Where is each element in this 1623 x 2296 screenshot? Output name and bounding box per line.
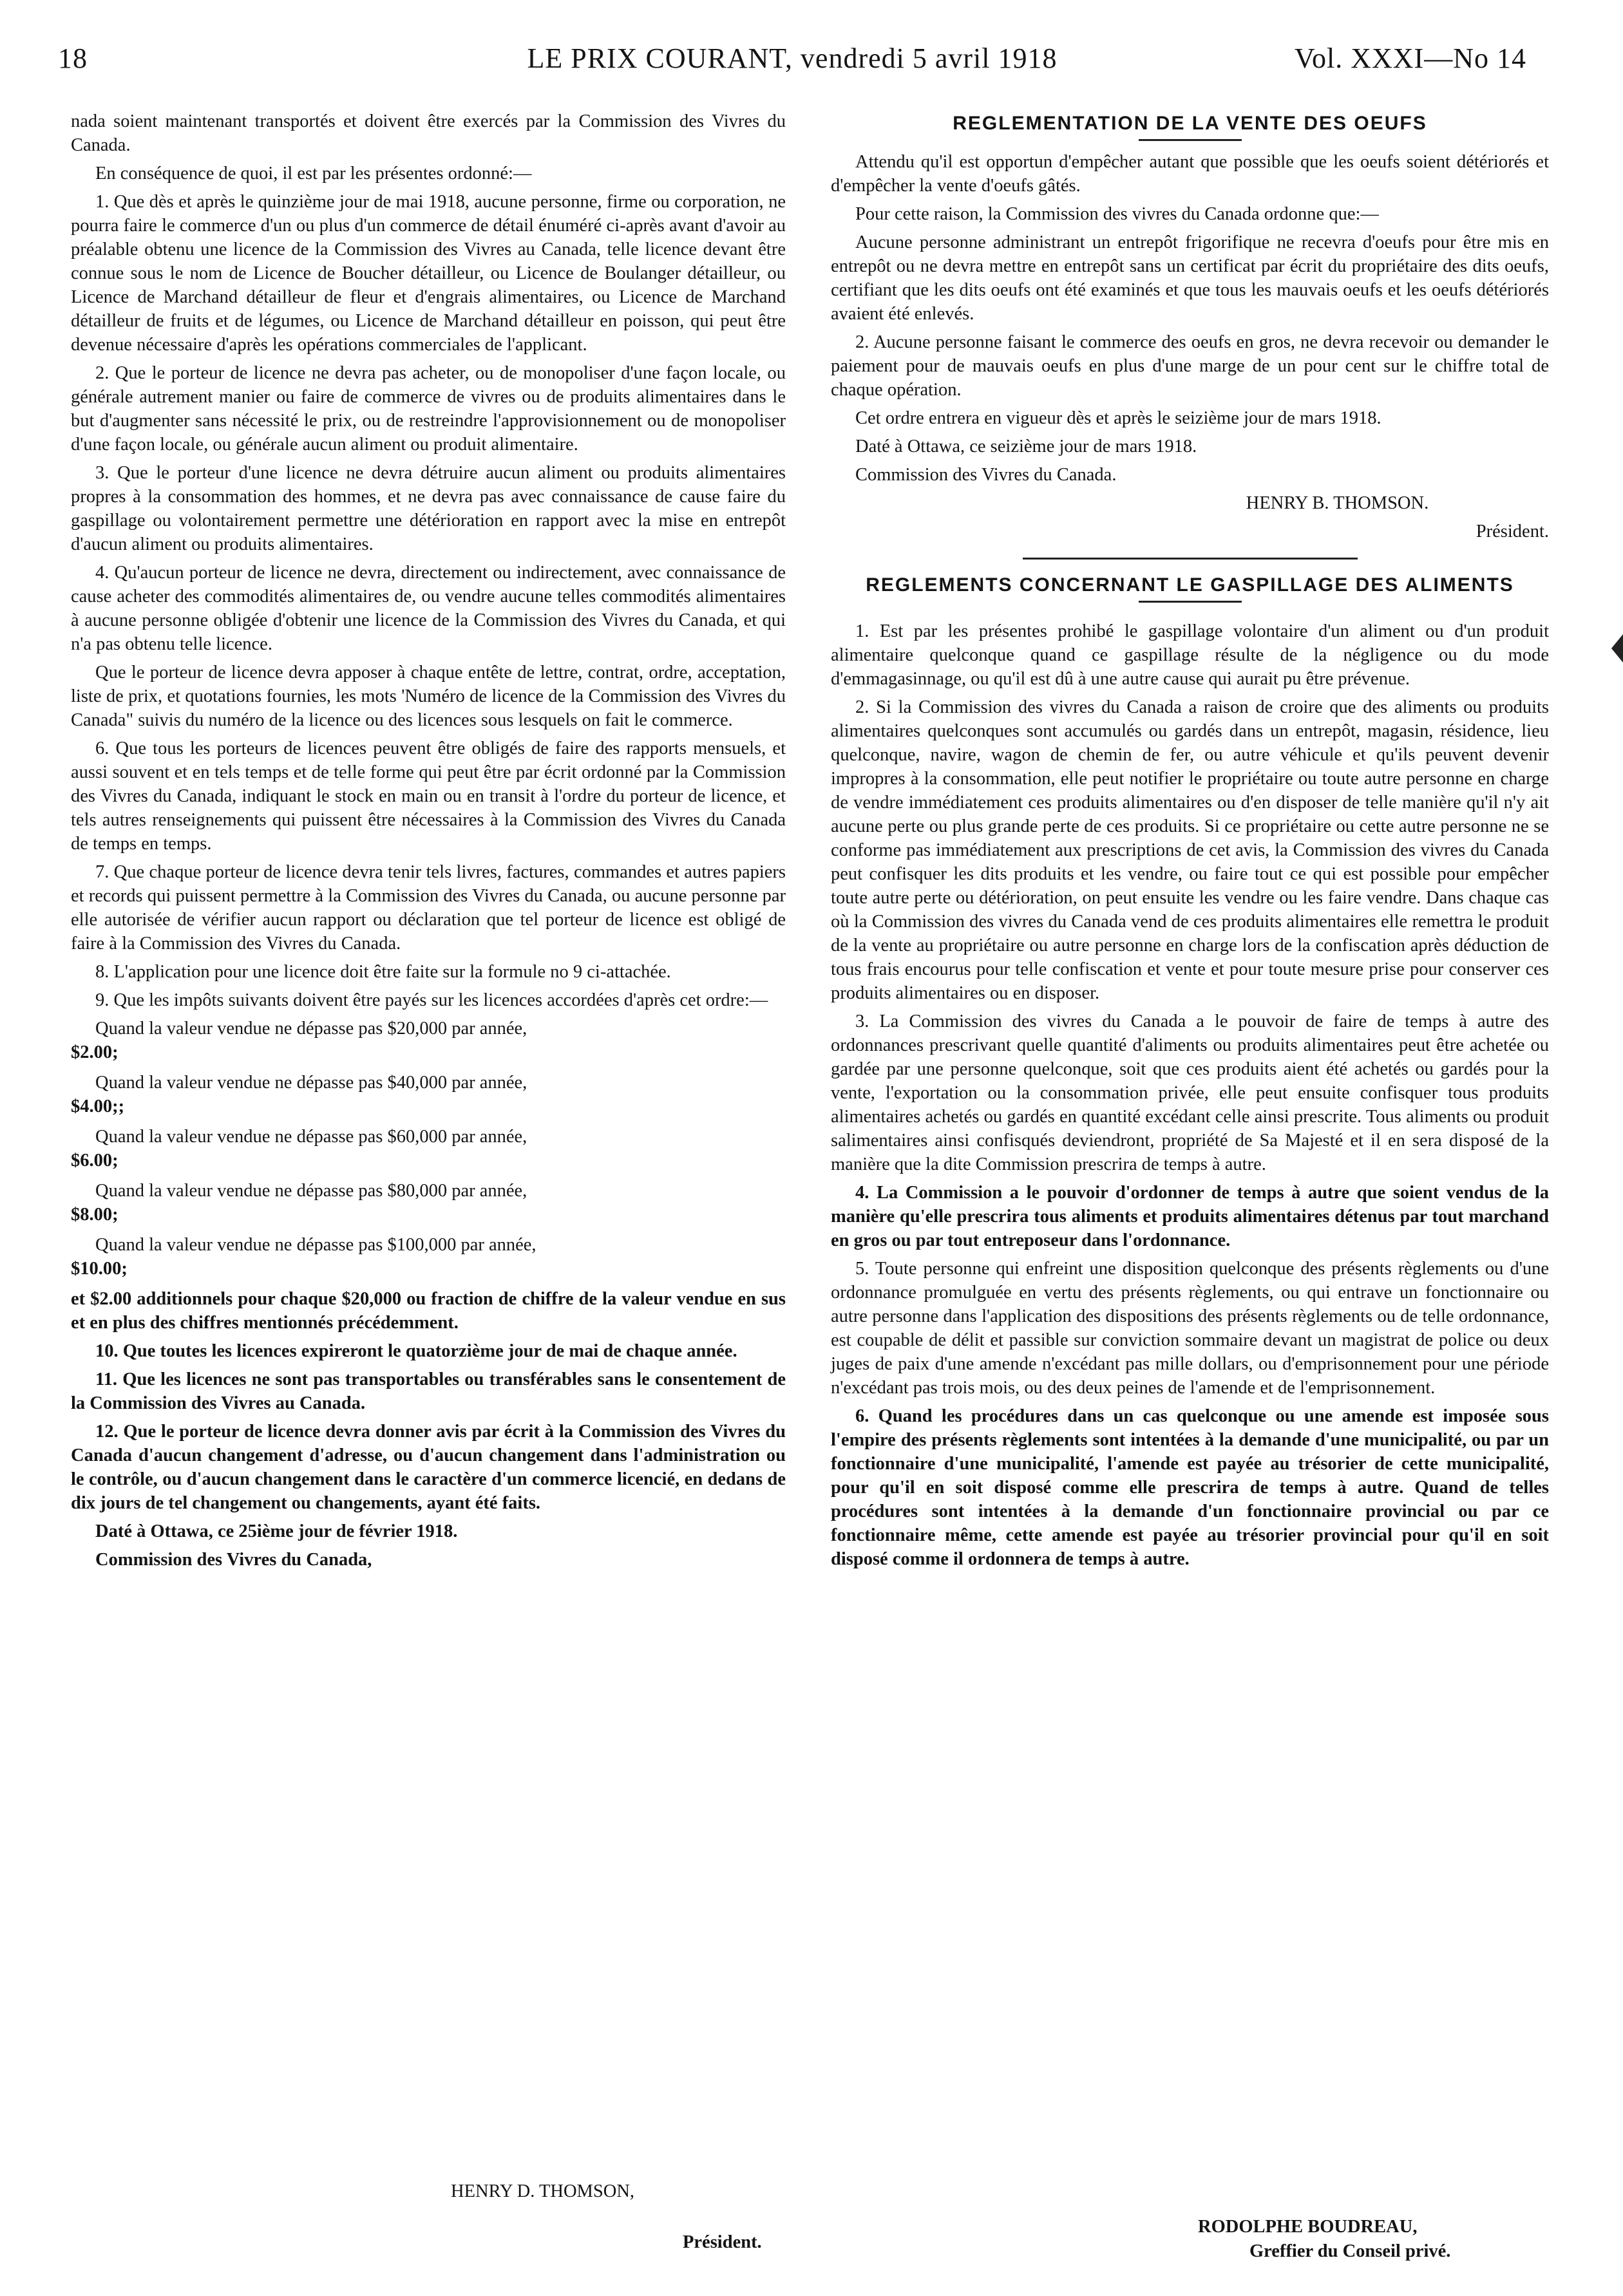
article-7: 7. Que chaque porteur de licence devra tenir tels livres, factures, commandes et autres papiers et records qui puissent permettre à la Commission des Vivres du Canada, ou aucune personne par elle autorisée de vérifier aucun rapport ou déclaration que tel porteur de licence est obligé de faire à la Commission des Vivres du Canada. xyxy=(71,862,786,954)
signature-title: Président. xyxy=(1476,522,1549,541)
article-4: 4. Qu'aucun porteur de licence ne devra, directement ou indirectement, avec connaissance de cause acheter des commodités alimentaires de, ou vendre aucune telles commodités alimentaires à aucune personne obligée d'obtenir une licence de la Commission des Vivres du Canada, et qui n'a pas obtenu telle licence. xyxy=(71,563,786,654)
article-4: 4. La Commission a le pouvoir d'ordonner de temps à autre que soient vendus de la manière qu'elle prescrira tous aliments et produits alimentaires détenus par tout marchand en gros ou par tout entreposeur dans l'ordonnance. xyxy=(831,1183,1549,1250)
article-10: 10. Que toutes les licences expireront le quatorzième jour de mai de chaque année. xyxy=(95,1341,737,1361)
tax-rate xyxy=(71,1017,786,1064)
commission-line: Commission des Vivres du Canada. xyxy=(855,465,1117,485)
tax-rate-text: Quand la valeur vendue ne dépasse pas $80,000 par année, xyxy=(95,1181,527,1201)
article-5: 5. Toute personne qui enfreint une disposition quelconque des présents règlements ou d'une ordonnance promulguée en vertu des présents règlements, ou qui entrave un fonctionnaire ou autre personne dans l'application des dispositions des présents règlements ou de telle ordonnance, est coupable de délit et passible sur conviction sommaire devant un magistrat de police ou deux juges de paix d'une amende n'excédant pas mille dollars, ou d'emprisonnement pour une période n'excédant pas trois mois, ou des deux peines de l'amende et de l'emprisonnement. xyxy=(831,1259,1549,1398)
tax-rate-text: Quand la valeur vendue ne dépasse pas $60,000 par année, xyxy=(95,1127,527,1147)
article-8: 8. L'application pour une licence doit être faite sur la formule no 9 ci-attachée. xyxy=(95,962,671,982)
article-2: 2. Si la Commission des vivres du Canada a raison de croire que des aliments ou produits alimentaires quelconques sont accumulés ou gardés dans un entrepôt, magasin, résidence, lieu quelconque, navire, wagon de chemin de fer, ou autre véhicule et qu'ils peuvent devenir impropres à la consommation, elle peut notifier le propriétaire ou toute autre personne en charge de vendre immédiatement ces produits alimentaires ou d'en disposer de telle manière qu'il n'y ait aucune perte ou plus grande perte de ces produits. Si ce propriétaire ou cette autre personne ne se conforme pas immédiatement aux prescriptions de cet avis, la Commission des vivres du Canada peut confisquer les dits produits et les vendre, ou faire tout ce qui est possible pour empêcher toute autre perte ou détérioration, on peut ensuite les vendre ou les faire vendre. Dans chaque cas où la Commission des vivres du Canada vend de ces produits alimentaires elle remettra le produit de la vente au propriétaire ou autre personne en charge lors de la confiscation après déduction de tous frais encourus pour telle confiscation et vente et pour toute mesure prise pour conserver ces produits alimentaires ou en disposer. xyxy=(831,697,1549,1003)
signature-name: RODOLPHE BOUDREAU, xyxy=(1198,2217,1418,2237)
title-rule xyxy=(1139,139,1242,141)
article-12: 12. Que le porteur de licence devra donner avis par écrit à la Commission des Vivres du Canada d'aucun changement d'adresse, ou d'aucun changement dans l'administration ou le contrôle, ou d'aucun changement dans le caractère d'un commerce licencié, en dedans de dix jours de tel changement ou changements, ayant été faits. xyxy=(71,1422,786,1513)
left-column xyxy=(71,109,786,1576)
paragraph: et $2.00 additionnels pour chaque $20,000 ou fraction de chiffre de la valeur vendue en sus et en plus des chiffres mentionnés précédemment. xyxy=(71,1289,786,1333)
tax-rate-fee: $8.00; xyxy=(71,1205,119,1225)
date-line: Daté à Ottawa, ce seizième jour de mars 1918. xyxy=(855,437,1197,456)
article-3: 3. La Commission des vivres du Canada a le pouvoir de faire de temps à autre des ordonnances prescrivant quelle quantité d'aliments ou produits alimentaires peut être achetée ou gardée par une personne quelconque, soit que ces produits aient été achetés ou gardés pour la vente, l'exportation ou la consommation privée, elle peut ensuite confisquer tous produits alimentaires achetés ou gardés en quantité excédant celle ainsi prescrite. Tous aliments ou produit salimentaires ainsi confisqués deviendront, propriété de Sa Majesté et il en sera disposé de la manière que la dite Commission prescrira de temps à autre. xyxy=(831,1012,1549,1174)
right-column xyxy=(831,109,1549,1576)
paragraph: 2. Aucune personne faisant le commerce des oeufs en gros, ne devra recevoir ou demander le paiement pour de mauvais oeufs en plus d'une marge de un pour cent sur le chiffre total de chaque opération. xyxy=(831,332,1549,400)
section-title-waste: REGLEMENTS CONCERNANT LE GASPILLAGE DES ALIMENTS xyxy=(866,574,1514,596)
signature-title: Président. xyxy=(683,2232,762,2252)
tax-rate-text: Quand la valeur vendue ne dépasse pas $20,000 par année, xyxy=(95,1019,527,1039)
paragraph: Cet ordre entrera en vigueur dès et après le seizième jour de mars 1918. xyxy=(855,408,1381,428)
publication-title: LE PRIX COURANT, vendredi 5 avril 1918 xyxy=(527,42,1058,74)
paragraph: Attendu qu'il est opportun d'empêcher autant que possible que les oeufs soient détériorés et d'empêcher la vente d'oeufs gâtés. xyxy=(831,152,1549,196)
tax-rate-fee: $6.00; xyxy=(71,1151,119,1171)
article-6: 6. Que tous les porteurs de licences peuvent être obligés de faire des rapports mensuels, et aussi souvent et en tels temps et de telle forme qui peut être par écrit ordonné par la Commission des Vivres du Canada, indiquant le stock en main ou en transit à l'ordre du porteur de licence, et tels autres renseignements qui puissent être nécessaires à la Commission des Vivres du Canada de temps en temps. xyxy=(71,739,786,854)
article-1: 1. Est par les présentes prohibé le gaspillage volontaire d'un aliment ou d'un produit alimentaire quelconque quand ce gaspillage résulte de la négligence ou du mode d'emmagasinnage, ou qu'il est dû à une autre cause qui aurait pu être prévenue. xyxy=(831,621,1549,689)
tax-rate-text: Quand la valeur vendue ne dépasse pas $40,000 par année, xyxy=(95,1073,527,1093)
title-rule xyxy=(1139,601,1242,603)
commission-line: Commission des Vivres du Canada, xyxy=(95,1550,372,1570)
tax-rate-fee: $10.00; xyxy=(71,1259,128,1279)
tax-rate-fee: $4.00;; xyxy=(71,1096,125,1116)
article-6: 6. Quand les procédures dans un cas quelconque ou une amende est imposée sous l'empire des présents règlements sont intentées à la demande d'une municipalité, ou par un fonctionnaire d'une municipalité, l'amende est payée au trésorier de cette municipalité, pour qu'il en soit disposé comme elle prescrira de temps à autre. Quand de telles procédures sont intentées à la demande d'un fonctionnaire provincial ou par ce fonctionnaire même, cette amende est payée au trésorier provincial pour qu'il en soit disposé comme il ordonnera de temps à autre. xyxy=(831,1406,1549,1569)
article-3: 3. Que le porteur d'une licence ne devra détruire aucun aliment ou produits alimentaires propres à la consommation des hommes, et ne devra pas avec connaissance de cause faire du gaspillage ou volontairement permettre une détérioration en rapport avec la mise en entrepôt d'aucun aliment ou produits alimentaires. xyxy=(71,463,786,554)
tax-rate xyxy=(71,1071,786,1118)
page-header xyxy=(58,42,1526,93)
page-number: 18 xyxy=(58,42,88,74)
article-11: 11. Que les licences ne sont pas transportables ou transférables sans le consentement de la Commission des Vivres au Canada. xyxy=(71,1369,786,1413)
article-2: 2. Que le porteur de licence ne devra pas acheter, ou de monopoliser d'une façon locale, ou générale autrement manier ou faire de commerce de vivres ou de produits alimentaires dans le but d'augmenter sans nécessité le prix, ou de restreindre l'approvisionnement ou de monopoliser d'une façon locale, ou générale aucun aliment ou produit alimentaire. xyxy=(71,363,786,455)
paragraph: En conséquence de quoi, il est par les présentes ordonné:— xyxy=(95,164,532,183)
signature-name: HENRY B. THOMSON. xyxy=(1246,493,1429,513)
tax-rate xyxy=(71,1233,786,1281)
paragraph: Que le porteur de licence devra apposer à chaque entête de lettre, contrat, ordre, acceptation, liste de prix, et quotations fournies, les mots 'Numéro de licence de la Commission des Vivres du Canada" suivis du numéro de la licence ou des licences sous lesquels on fait le commerce. xyxy=(71,663,786,730)
paragraph: nada soient maintenant transportés et doivent être exercés par la Commission des Vivres du Canada. xyxy=(71,111,786,155)
section-divider xyxy=(1023,558,1358,560)
article-1: 1. Que dès et après le quinzième jour de mai 1918, aucune personne, firme ou corporation, ne pourra faire le commerce d'un ou plus d'un commerce de détail énuméré ci-après avant d'avoir au préalable obtenu une licence de la Commission des Vivres au Canada, telle licence devant être connue sous le nom de Licence de Boucher détailleur, ou Licence de Boulanger détailleur, ou Licence de Marchand détailleur de fleur et d'engrais alimentaires, ou Licence de Marchand détailleur de fruits et de légumes, ou Licence de Marchand détailleur en poisson, qui peut être devenue nécessaire d'après les opérations commerciales de l'applicant. xyxy=(71,192,786,355)
signature-title: Greffier du Conseil privé. xyxy=(1249,2241,1451,2261)
binding-mark-icon xyxy=(1611,634,1623,663)
tax-rate-fee: $2.00; xyxy=(71,1042,119,1062)
signature-name: HENRY D. THOMSON, xyxy=(451,2181,635,2201)
date-line: Daté à Ottawa, ce 25ième jour de février 1918. xyxy=(95,1521,458,1541)
section-title-eggs: REGLEMENTATION DE LA VENTE DES OEUFS xyxy=(953,113,1427,134)
tax-rate-text: Quand la valeur vendue ne dépasse pas $100,000 par année, xyxy=(95,1235,536,1255)
volume-number: Vol. XXXI—No 14 xyxy=(1294,42,1526,74)
tax-rate xyxy=(71,1179,786,1227)
paragraph: Pour cette raison, la Commission des vivres du Canada ordonne que:— xyxy=(855,204,1379,224)
article-9: 9. Que les impôts suivants doivent être payés sur les licences accordées d'après cet ordre:— xyxy=(95,990,768,1010)
tax-rate xyxy=(71,1125,786,1172)
paragraph: Aucune personne administrant un entrepôt frigorifique ne recevra d'oeufs pour être mis en entrepôt ou ne devra mettre en entrepôt sans un certificat par écrit du propriétaire des dits oeufs, certifiant que les dits oeufs ont été examinés et que tous les mauvais oeufs et les oeufs détériorés avaient été enlevés. xyxy=(831,232,1549,324)
